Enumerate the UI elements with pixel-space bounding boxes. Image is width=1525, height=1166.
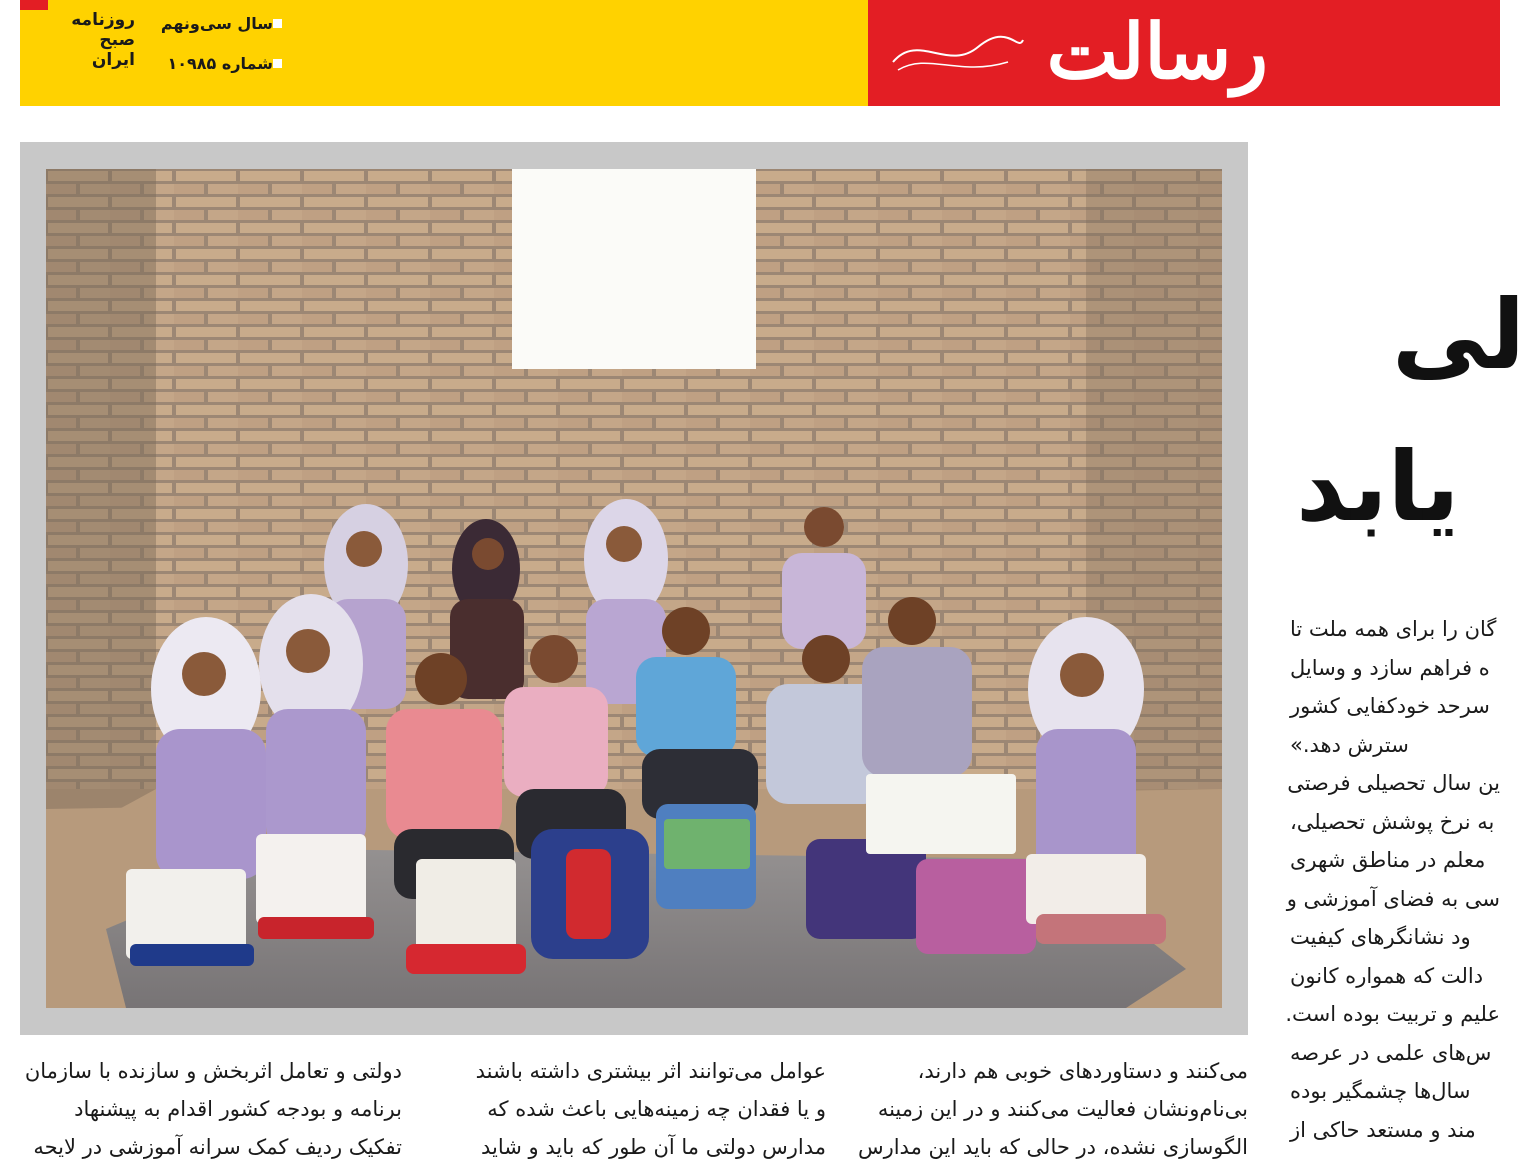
- article-line: دالت که همواره کانون: [1290, 963, 1484, 988]
- classroom-photo-icon: [46, 169, 1222, 1008]
- article-line: سترش دهد.»: [1290, 732, 1409, 757]
- article-line: علیم و تربیت بوده است.: [1285, 1002, 1500, 1026]
- photo-illustration: [46, 169, 1222, 1008]
- issue-number: شماره ۱۰۹۸۵: [167, 53, 273, 73]
- headline-line-1: لی: [1392, 279, 1525, 391]
- article-line: سی به فضای آموزشی و: [1286, 886, 1500, 911]
- issue-row: [160, 52, 290, 74]
- photo-frame: [20, 142, 1248, 1035]
- publisher-line: صبح: [99, 30, 135, 50]
- article-line: معلم در مناطق شهری: [1290, 848, 1486, 872]
- publisher-line: روزنامه: [71, 10, 135, 30]
- article-line: می‌کنند و دستاوردهای خوبی هم دارند،: [917, 1059, 1248, 1083]
- article-line: و یا فقدان چه زمینه‌هایی باعث شده که: [487, 1097, 826, 1121]
- right-article-column: [1285, 610, 1500, 1149]
- year-label: سال سی‌ونهم: [160, 13, 273, 33]
- bottom-column-2: [444, 1052, 826, 1159]
- corner-mark: [20, 0, 48, 10]
- article-line: مدارس دولتی ما آن طور که باید و شاید: [481, 1135, 826, 1159]
- masthead-logo: رسالت: [1046, 7, 1268, 96]
- issue-info: [160, 12, 290, 92]
- article-line: سال‌ها چشمگیر بوده: [1290, 1079, 1471, 1103]
- article-line: تفکیک ردیف کمک سرانه آموزشی در لایحه: [33, 1135, 402, 1159]
- year-row: [160, 12, 290, 34]
- article-line: بی‌نام‌ونشان فعالیت می‌کنند و در این زمینه: [877, 1097, 1248, 1121]
- masthead-flourish-icon: [888, 22, 1028, 82]
- article-line: ود نشانگرهای کیفیت: [1290, 925, 1471, 949]
- article-line: ه فراهم سازد و وسایل: [1290, 655, 1490, 680]
- article-line: گان را برای همه ملت تا: [1290, 617, 1497, 641]
- publisher-line: ایران: [91, 50, 135, 70]
- masthead-band: [868, 0, 1500, 106]
- bullet-square-icon: [273, 59, 282, 68]
- header-yellow-band: [20, 0, 868, 106]
- bottom-column-1: [857, 1052, 1248, 1159]
- headline-line-2: یابد: [1296, 431, 1460, 543]
- article-line: عوامل می‌توانند اثر بیشتری داشته باشند: [475, 1059, 826, 1083]
- article-line: مند و مستعد حاکی از: [1290, 1117, 1476, 1142]
- article-line: به نرخ پوشش تحصیلی،: [1290, 809, 1495, 834]
- article-line: الگوسازی نشده، در حالی که باید این مدارس: [857, 1135, 1248, 1159]
- article-line: برنامه و بودجه کشور اقدام به پیشنهاد: [74, 1097, 402, 1121]
- article-line: دولتی و تعامل اثربخش و سازنده با سازمان: [24, 1059, 402, 1083]
- bottom-column-3: [20, 1052, 402, 1159]
- article-line: ین سال تحصیلی فرصتی: [1287, 771, 1500, 795]
- publisher-logo: [55, 10, 135, 70]
- article-line: سرحد خودکفایی کشور: [1290, 694, 1490, 718]
- bullet-square-icon: [273, 19, 282, 28]
- article-line: س‌های علمی در عرصه: [1290, 1040, 1492, 1065]
